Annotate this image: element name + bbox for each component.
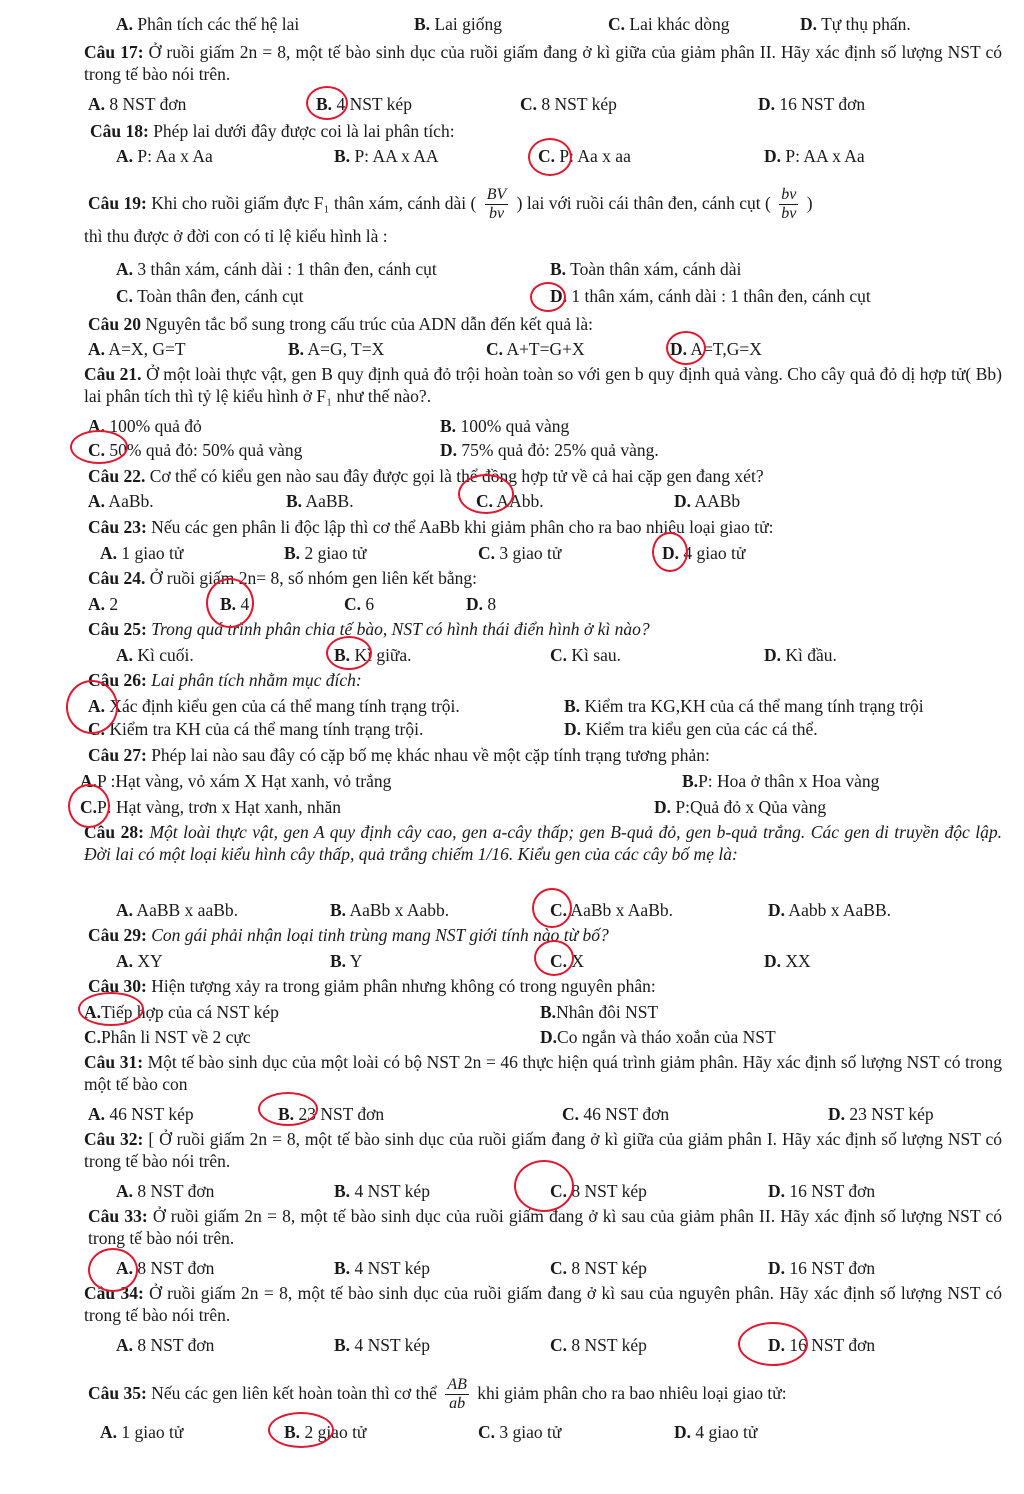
option-c: C. Lai khác dòng bbox=[608, 14, 730, 34]
question-text: Lai phân tích nhằm mục đích: bbox=[151, 670, 362, 690]
option-letter: C. bbox=[538, 146, 556, 166]
option-d: D. 4 giao tử bbox=[674, 1422, 758, 1442]
question-32 bbox=[84, 1129, 1003, 1173]
option-a: A. Phân tích các thế hệ lai bbox=[116, 14, 300, 34]
option-d: D. 16 NST đơn bbox=[768, 1258, 876, 1278]
question-35 bbox=[88, 1376, 1002, 1414]
option-letter: D. bbox=[670, 339, 688, 359]
option-b: B. Lai giống bbox=[414, 14, 502, 34]
option-letter: C. bbox=[608, 14, 626, 34]
question-number: Câu 27: bbox=[88, 745, 147, 765]
option-a: A. 8 NST đơn bbox=[116, 1258, 215, 1278]
question-31 bbox=[84, 1052, 1003, 1096]
option-b: B. 4 NST kép bbox=[334, 1181, 430, 1201]
option-c: C. 3 giao tử bbox=[478, 1422, 562, 1442]
option-a: A. AaBB x aaBb. bbox=[116, 900, 239, 920]
question-text-1: Khi cho ruồi giấm đực F₁ thân xám, cánh dài ( bbox=[151, 192, 477, 213]
question-text: Ở ruồi giấm 2n = 8, một tế bào sinh dục của ruồi giấm đang ở kì sau của giảm phân II. Hãy xác định số lượng NST có trong tế bào nói trên. bbox=[88, 1206, 1002, 1248]
option-c: C. AAbb. bbox=[476, 491, 544, 511]
question-22 bbox=[88, 466, 1002, 488]
option-b: B. 100% quả vàng bbox=[440, 416, 570, 436]
option-letter: A. bbox=[116, 951, 134, 971]
option-c: C. Toàn thân đen, cánh cụt bbox=[116, 286, 304, 306]
option-letter: B. bbox=[334, 1181, 351, 1201]
option-letter: A. bbox=[88, 94, 106, 114]
question-number: Câu 24. bbox=[88, 568, 146, 588]
question-text: Phép lai dưới đây được coi là lai phân tích: bbox=[153, 121, 455, 141]
option-d: D. 1 thân xám, cánh dài : 1 thân đen, cánh cụt bbox=[550, 286, 871, 306]
option-letter: D. bbox=[550, 286, 568, 306]
option-letter: B. bbox=[414, 14, 431, 34]
question-text: Ở ruồi giấm 2n = 8, một tế bào sinh dục của ruồi giấm đang ở kì sau của nguyên phân. Hãy xác định số lượng NST có trong tế bào nói trên. bbox=[84, 1283, 1002, 1325]
option-b: B.P: Hoa ở thân x Hoa vàng bbox=[682, 771, 880, 791]
option-b: B. 2 giao tử bbox=[284, 543, 367, 563]
option-letter: A. bbox=[88, 1104, 106, 1124]
genotype-fraction: $\frac{AB}{ab}$ bbox=[447, 1376, 467, 1413]
option-letter: B. bbox=[330, 900, 347, 920]
option-d: D. 16 NST đơn bbox=[768, 1181, 876, 1201]
option-letter: D. bbox=[674, 491, 692, 511]
option-letter: D. bbox=[768, 900, 786, 920]
option-letter: D. bbox=[674, 1422, 692, 1442]
option-c: C. 8 NST kép bbox=[550, 1181, 647, 1201]
question-text: Ở ruồi giấm 2n = 8, một tế bào sinh dục của ruồi giấm đang ở kì giữa của giảm phân II. Hãy xác định số lượng NST có trong tế bào nói trên. bbox=[84, 42, 1003, 84]
option-d: D. 16 NST đơn bbox=[768, 1335, 876, 1355]
question-27 bbox=[88, 745, 1002, 767]
option-letter: B. bbox=[440, 416, 457, 436]
option-d: D. 23 NST kép bbox=[828, 1104, 934, 1124]
option-letter: D. bbox=[540, 1027, 558, 1047]
option-letter: A. bbox=[116, 1335, 134, 1355]
option-letter: B. bbox=[334, 645, 351, 665]
option-letter: C. bbox=[550, 1181, 568, 1201]
question-30 bbox=[88, 976, 1002, 998]
option-d: D. 75% quả đỏ: 25% quả vàng. bbox=[440, 440, 659, 460]
option-letter: A. bbox=[88, 696, 106, 716]
question-29 bbox=[88, 925, 1002, 947]
question-text: Nếu các gen phân li độc lập thì cơ thể AaBb khi giảm phân cho ra bao nhiêu loại giao tử: bbox=[151, 517, 774, 537]
option-letter: A. bbox=[88, 491, 106, 511]
option-c: C. 50% quả đỏ: 50% quả vàng bbox=[88, 440, 303, 460]
option-b: B. 4 NST kép bbox=[334, 1335, 430, 1355]
option-d: D. 8 bbox=[466, 594, 497, 614]
option-letter: A. bbox=[100, 1422, 118, 1442]
option-letter: D. bbox=[764, 146, 782, 166]
option-d: D. Kì đầu. bbox=[764, 645, 837, 665]
option-letter: B. bbox=[334, 1335, 351, 1355]
option-a: A.Tiếp hợp của cá NST kép bbox=[84, 1002, 279, 1022]
option-letter: A. bbox=[116, 259, 134, 279]
question-number: Câu 34: bbox=[84, 1283, 144, 1303]
question-17 bbox=[84, 42, 1003, 86]
option-letter: C. bbox=[478, 1422, 496, 1442]
question-18 bbox=[88, 121, 1002, 143]
option-a: A. 46 NST kép bbox=[88, 1104, 194, 1124]
question-text: [ Ở ruồi giấm 2n = 8, một tế bào sinh dục của ruồi giấm đang ở kì giữa của giảm phân I. Hãy xác định số lượng NST có trong tế bào nói trên. bbox=[84, 1129, 1003, 1171]
question-text: Hiện tượng xảy ra trong giảm phân nhưng không có trong nguyên phân: bbox=[151, 976, 656, 996]
option-d: D. P: AA x Aa bbox=[764, 146, 865, 166]
question-number: Câu 18: bbox=[90, 121, 149, 141]
option-letter: A. bbox=[100, 543, 118, 563]
option-d: D. Tự thụ phấn. bbox=[800, 14, 911, 34]
question-text: Một loài thực vật, gen A quy định cây cao, gen a-cây thấp; gen B-quả đỏ, gen b-quả trắng. Các gen di truyền độc lập. Đời lai có một loại kiểu hình cây thấp, quả trắng chiếm 1/16. Kiểu gen của các cây bố mẹ là: bbox=[84, 822, 1002, 864]
option-letter: A. bbox=[80, 771, 98, 791]
option-c: C. P: Aa x aa bbox=[538, 146, 631, 166]
option-a: A. 2 bbox=[88, 594, 119, 614]
option-letter: C. bbox=[550, 1258, 568, 1278]
question-text-1: Nếu các gen liên kết hoàn toàn thì cơ thể bbox=[151, 1382, 437, 1403]
question-25 bbox=[88, 619, 1002, 641]
option-letter: C. bbox=[84, 1027, 102, 1047]
option-a: A.P :Hạt vàng, vỏ xám X Hạt xanh, vỏ trắng bbox=[80, 771, 392, 791]
question-number: Câu 20 bbox=[88, 314, 141, 334]
option-letter: D. bbox=[440, 440, 458, 460]
option-b: B. 4 NST kép bbox=[334, 1258, 430, 1278]
option-a: A. 1 giao tử bbox=[100, 543, 184, 563]
question-20 bbox=[88, 314, 1002, 336]
option-c: C. AaBb x AaBb. bbox=[550, 900, 673, 920]
question-text: Trong quá trình phân chia tế bào, NST có hình thái điển hình ở kì nào? bbox=[151, 619, 650, 639]
option-d: D. P:Quả đỏ x Qủa vàng bbox=[654, 797, 827, 817]
option-b: B. Kiểm tra KG,KH của cá thể mang tính trạng trội bbox=[564, 696, 924, 716]
option-letter: C. bbox=[550, 645, 568, 665]
question-text: Một tế bào sinh dục của một loài có bộ NST 2n = 46 thực hiện quá trình giảm phân. Hãy xác định số lượng NST có trong một tế bào con bbox=[84, 1052, 1003, 1094]
option-letter: D. bbox=[764, 645, 782, 665]
option-d: D. 4 giao tử bbox=[662, 543, 746, 563]
question-text-2: ) lai với ruồi cái thân đen, cánh cụt ( bbox=[516, 192, 771, 213]
option-letter: B. bbox=[330, 951, 347, 971]
question-number: Câu 35: bbox=[88, 1382, 147, 1403]
option-letter: A. bbox=[88, 416, 106, 436]
option-letter: B. bbox=[286, 491, 303, 511]
option-b: B. Y bbox=[330, 951, 363, 971]
option-b: B. A=G, T=X bbox=[288, 339, 385, 359]
option-letter: C. bbox=[550, 1335, 568, 1355]
option-letter: A. bbox=[116, 1258, 134, 1278]
option-letter: D. bbox=[764, 951, 782, 971]
question-number: Câu 29: bbox=[88, 925, 147, 945]
option-a: A. P: Aa x Aa bbox=[116, 146, 213, 166]
question-text: Ở một loài thực vật, gen B quy định quả đỏ trội hoàn toàn so với gen b quy định quả vàng. Cho cây quả đỏ dị hợp tử( Bb) lai phân tích thì tỷ lệ kiểu hình ở F₁ như thế nào?. bbox=[84, 364, 1002, 406]
option-a: A. 3 thân xám, cánh dài : 1 thân đen, cánh cụt bbox=[116, 259, 437, 279]
question-text-2: khi giảm phân cho ra bao nhiêu loại giao tử: bbox=[477, 1382, 787, 1403]
option-letter: C. bbox=[520, 94, 538, 114]
option-letter: B. bbox=[334, 1258, 351, 1278]
option-letter: B. bbox=[550, 259, 567, 279]
option-letter: C. bbox=[88, 719, 106, 739]
option-letter: D. bbox=[662, 543, 680, 563]
option-b: B. 2 giao tử bbox=[284, 1422, 367, 1442]
option-b: B. Toàn thân xám, cánh dài bbox=[550, 259, 742, 279]
question-21 bbox=[84, 364, 1002, 408]
option-letter: D. bbox=[800, 14, 818, 34]
option-d: D. XX bbox=[764, 951, 811, 971]
option-c: C.P: Hạt vàng, trơn x Hạt xanh, nhăn bbox=[80, 797, 342, 817]
option-a: A. AaBb. bbox=[88, 491, 154, 511]
option-letter: D. bbox=[466, 594, 484, 614]
option-letter: A. bbox=[116, 146, 134, 166]
option-letter: A. bbox=[88, 339, 106, 359]
option-a: A. XY bbox=[116, 951, 163, 971]
option-a: A. 100% quả đỏ bbox=[88, 416, 202, 436]
option-c: C. 3 giao tử bbox=[478, 543, 562, 563]
option-letter: A. bbox=[116, 1181, 134, 1201]
option-b: B.Nhân đôi NST bbox=[540, 1002, 659, 1022]
option-a: A. Xác định kiểu gen của cá thể mang tính trạng trội. bbox=[88, 696, 460, 716]
question-26 bbox=[88, 670, 1002, 692]
question-text-3: ) bbox=[806, 192, 813, 213]
option-letter: B. bbox=[288, 339, 305, 359]
option-b: B. AaBb x Aabb. bbox=[330, 900, 450, 920]
option-d: D. Aabb x AaBB. bbox=[768, 900, 891, 920]
question-text-4: thì thu được ở đời con có tỉ lệ kiểu hình là : bbox=[84, 225, 388, 246]
question-number: Câu 19: bbox=[88, 192, 147, 213]
question-text: Nguyên tắc bổ sung trong cấu trúc của ADN dẫn đến kết quả là: bbox=[145, 314, 593, 334]
question-number: Câu 33: bbox=[88, 1206, 148, 1226]
question-33 bbox=[88, 1206, 1002, 1250]
option-letter: B. bbox=[278, 1104, 295, 1124]
genotype-fraction-female: $\frac{bv}{bv}$ bbox=[781, 186, 797, 223]
question-number: Câu 17: bbox=[84, 42, 144, 62]
option-letter: B. bbox=[284, 543, 301, 563]
question-number: Câu 28: bbox=[84, 822, 144, 842]
option-letter: D. bbox=[768, 1335, 786, 1355]
option-b: B. AaBB. bbox=[286, 491, 354, 511]
option-b: B. 23 NST đơn bbox=[278, 1104, 385, 1124]
option-c: C. A+T=G+X bbox=[486, 339, 585, 359]
option-letter: D. bbox=[768, 1258, 786, 1278]
option-d: D. 16 NST đơn bbox=[758, 94, 866, 114]
option-letter: C. bbox=[562, 1104, 580, 1124]
option-letter: C. bbox=[344, 594, 362, 614]
option-c: C. 6 bbox=[344, 594, 375, 614]
option-b: B. 4 NST kép bbox=[316, 94, 412, 114]
option-letter: D. bbox=[828, 1104, 846, 1124]
option-letter: D. bbox=[564, 719, 582, 739]
question-number: Câu 26: bbox=[88, 670, 147, 690]
option-letter: C. bbox=[478, 543, 496, 563]
option-letter: B. bbox=[334, 146, 351, 166]
option-letter: B. bbox=[682, 771, 699, 791]
option-letter: C. bbox=[476, 491, 494, 511]
option-a: A. 8 NST đơn bbox=[116, 1335, 215, 1355]
question-number: Câu 30: bbox=[88, 976, 147, 996]
option-letter: A. bbox=[84, 1002, 102, 1022]
option-c: C. 46 NST đơn bbox=[562, 1104, 670, 1124]
question-number: Câu 22. bbox=[88, 466, 146, 486]
option-letter: C. bbox=[80, 797, 98, 817]
question-23 bbox=[88, 517, 1002, 539]
option-b: B. Kì giữa. bbox=[334, 645, 412, 665]
option-a: A. 1 giao tử bbox=[100, 1422, 184, 1442]
question-number: Câu 21. bbox=[84, 364, 142, 384]
option-c: C. X bbox=[550, 951, 585, 971]
option-c: C. Kì sau. bbox=[550, 645, 621, 665]
option-letter: D. bbox=[768, 1181, 786, 1201]
option-letter: A. bbox=[116, 14, 134, 34]
option-letter: D. bbox=[758, 94, 776, 114]
option-letter: B. bbox=[316, 94, 333, 114]
question-34 bbox=[84, 1283, 1002, 1327]
option-a: A. Kì cuối. bbox=[116, 645, 194, 665]
option-b: B. P: AA x AA bbox=[334, 146, 439, 166]
option-d: D. A=T,G=X bbox=[670, 339, 762, 359]
question-number: Câu 32: bbox=[84, 1129, 144, 1149]
option-letter: B. bbox=[284, 1422, 301, 1442]
question-number: Câu 23: bbox=[88, 517, 147, 537]
option-letter: A. bbox=[88, 594, 106, 614]
option-a: A. 8 NST đơn bbox=[116, 1181, 215, 1201]
option-letter: B. bbox=[540, 1002, 557, 1022]
question-28 bbox=[84, 822, 1002, 866]
option-d: D.Co ngắn và tháo xoắn của NST bbox=[540, 1027, 776, 1047]
question-text: Con gái phải nhận loại tinh trùng mang NST giới tính nào từ bố? bbox=[151, 925, 609, 945]
option-c: C. Kiểm tra KH của cá thể mang tính trạng trội. bbox=[88, 719, 424, 739]
option-a: A. A=X, G=T bbox=[88, 339, 186, 359]
option-a: A. 8 NST đơn bbox=[88, 94, 187, 114]
question-number: Câu 31: bbox=[84, 1052, 144, 1072]
option-c: C. 8 NST kép bbox=[550, 1335, 647, 1355]
option-c: C. 8 NST kép bbox=[520, 94, 617, 114]
option-b: B. 4 bbox=[220, 594, 250, 614]
question-text: Phép lai nào sau đây có cặp bố mẹ khác nhau về một cặp tính trạng tương phản: bbox=[151, 745, 710, 765]
option-letter: C. bbox=[550, 900, 568, 920]
option-c: C.Phân li NST về 2 cực bbox=[84, 1027, 251, 1047]
option-letter: A. bbox=[116, 645, 134, 665]
option-letter: A. bbox=[116, 900, 134, 920]
question-text: Ở ruồi giấm 2n= 8, số nhóm gen liên kết bằng: bbox=[149, 568, 478, 588]
option-letter: B. bbox=[220, 594, 237, 614]
genotype-fraction-male: $\frac{BV}{bv}$ bbox=[486, 186, 507, 223]
option-letter: C. bbox=[486, 339, 504, 359]
option-letter: C. bbox=[116, 286, 134, 306]
question-number: Câu 25: bbox=[88, 619, 147, 639]
option-d: D. Kiểm tra kiểu gen của các cá thể. bbox=[564, 719, 818, 739]
option-letter: C. bbox=[88, 440, 106, 460]
option-c: C. 8 NST kép bbox=[550, 1258, 647, 1278]
option-d: D. AABb bbox=[674, 491, 741, 511]
option-letter: B. bbox=[564, 696, 581, 716]
question-19 bbox=[84, 186, 1002, 248]
question-text: Cơ thể có kiểu gen nào sau đây được gọi là thể đồng hợp tử về cả hai cặp gen đang xét? bbox=[149, 466, 764, 486]
option-letter: D. bbox=[654, 797, 672, 817]
option-letter: C. bbox=[550, 951, 568, 971]
question-24 bbox=[88, 568, 1002, 590]
